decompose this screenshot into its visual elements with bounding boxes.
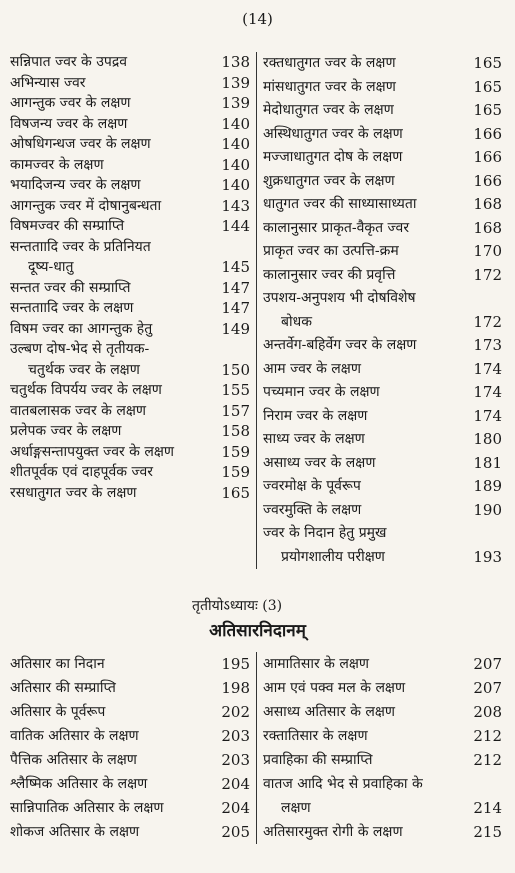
toc-entry-label: आगन्तुक ज्वर के लक्षण — [10, 95, 131, 111]
toc-entry — [10, 380, 250, 401]
toc-entry-label: असाध्य अतिसार के लक्षण — [263, 704, 396, 720]
toc-entry-page: 157 — [221, 401, 250, 420]
toc-entry — [10, 442, 250, 463]
toc-entry-page: 180 — [473, 430, 502, 448]
toc-entry-label: सन्तताादि ज्वर के लक्षण — [10, 300, 134, 316]
toc-entry-page: 212 — [473, 727, 502, 745]
toc-entry — [263, 724, 502, 748]
toc-entry — [263, 217, 502, 241]
toc-entry — [263, 358, 502, 382]
toc-entry-label: विषमज्वर की सम्प्राप्ति — [10, 218, 125, 234]
toc-entry-page: 208 — [473, 703, 502, 721]
toc-entry-label: प्राकृत ज्वर का उत्पत्ति-क्रम — [263, 243, 399, 259]
toc-entry-label: आगन्तुक ज्वर में दोषानुबन्धता — [10, 197, 162, 214]
toc-entry — [263, 240, 502, 264]
toc-entry-label: दूष्य-धातु — [28, 259, 74, 275]
toc-entry-page: 166 — [473, 148, 502, 166]
toc-column-left — [10, 52, 256, 569]
toc-entry-label: ज्वरमोक्ष के पूर्वरूप — [263, 478, 361, 494]
toc-entry-page: 140 — [221, 176, 250, 194]
toc-entry-label: भयादिजन्य ज्वर के लक्षण — [10, 177, 141, 193]
toc-entry — [10, 175, 250, 196]
toc-entry-page: 147 — [221, 299, 250, 317]
chapter-heading: तृतीयोऽध्यायः (3) — [192, 598, 283, 614]
page-number: (14) — [242, 10, 273, 28]
toc-entry — [10, 652, 250, 676]
toc-entry-label: वातज आदि भेद से प्रवाहिका के — [263, 776, 423, 792]
toc-entry — [263, 522, 502, 546]
toc-entry-label: असाध्य ज्वर के लक्षण — [263, 454, 376, 471]
toc-entry — [10, 796, 250, 820]
toc-entry — [10, 196, 250, 217]
toc-entry — [263, 652, 502, 676]
toc-entry-label: उल्बण दोष-भेद से तृतीयक- — [10, 341, 150, 357]
toc-entry-page: 190 — [473, 500, 502, 519]
toc-entry-label: धातुगत ज्वर की साध्यासाध्यता — [263, 196, 417, 212]
toc-entry-label: बोधक — [281, 313, 312, 330]
toc-entry-label: सन्तत ज्वर की सम्प्राप्ति — [10, 279, 131, 296]
toc-entry-page: 145 — [221, 258, 250, 276]
toc-entry — [263, 700, 502, 724]
toc-entry — [263, 381, 502, 405]
toc-entry-label: आम एवं पक्व मल के लक्षण — [263, 680, 406, 696]
toc-entry-label: साध्य ज्वर के लक्षण — [263, 431, 365, 447]
toc-entry-page: 168 — [473, 195, 502, 213]
toc-entry — [10, 724, 250, 748]
toc-entry-label: अतिसार की सम्प्राप्ति — [10, 680, 116, 696]
toc-entry-label: निराम ज्वर के लक्षण — [263, 407, 368, 424]
toc-entry-label: विषजन्य ज्वर के लक्षण — [10, 115, 128, 132]
toc-entry-label: चतुर्थक विपर्यय ज्वर के लक्षण — [10, 382, 162, 398]
toc-entry-page: 166 — [473, 171, 502, 190]
toc-entry-label: रसधातुगत ज्वर के लक्षण — [10, 484, 137, 501]
toc-entry-page: 168 — [473, 218, 502, 237]
toc-entry-page: 195 — [221, 655, 250, 673]
toc-entry-page: 214 — [473, 799, 502, 817]
toc-entry-page: 204 — [221, 799, 250, 817]
toc-entry — [10, 257, 250, 278]
toc-entry — [263, 475, 502, 499]
toc-entry — [10, 339, 250, 360]
toc-entry-label: कामज्वर के लक्षण — [10, 156, 104, 173]
toc-entry-label: लक्षण — [281, 800, 311, 816]
toc-entry-page: 144 — [221, 217, 250, 235]
toc-entry — [10, 298, 250, 319]
toc-entry — [263, 772, 502, 796]
toc-entry — [263, 820, 502, 844]
toc-entry-label: कालानुसार ज्वर की प्रवृत्ति — [263, 266, 396, 283]
toc-entry-label: सान्निपातिक अतिसार के लक्षण — [10, 800, 164, 816]
toc-entry — [10, 421, 250, 442]
toc-section-fever — [10, 52, 502, 569]
toc-entry-page: 207 — [473, 679, 502, 697]
toc-entry-label: मांसधातुगत ज्वर के लक्षण — [263, 78, 396, 95]
toc-entry-label: अतिसार का निदान — [10, 656, 105, 672]
toc-entry — [263, 452, 502, 476]
toc-entry-page: 150 — [221, 360, 250, 379]
toc-entry — [263, 76, 502, 100]
toc-entry-label: वातबलासक ज्वर के लक्षण — [10, 402, 146, 419]
toc-entry-page: 193 — [473, 547, 502, 566]
toc-entry-label: मज्जाधातुगत दोष के लक्षण — [263, 149, 403, 165]
toc-entry-page: 165 — [473, 101, 502, 119]
toc-entry — [263, 146, 502, 170]
toc-entry-label: प्रवाहिका की सम्प्राप्ति — [263, 752, 373, 768]
toc-entry-page: 172 — [473, 312, 502, 331]
toc-entry-label: प्रलेपक ज्वर के लक्षण — [10, 423, 122, 439]
toc-entry — [263, 311, 502, 335]
toc-entry-page: 165 — [221, 483, 250, 502]
toc-entry-page: 155 — [221, 381, 250, 399]
toc-entry-page: 203 — [221, 727, 250, 745]
toc-entry-label: अस्थिधातुगत ज्वर के लक्षण — [263, 125, 403, 142]
toc-entry-label: अभिन्यास ज्वर — [10, 74, 86, 91]
toc-entry — [263, 264, 502, 288]
toc-entry-label: ज्वरमुक्ति के लक्षण — [263, 501, 362, 518]
toc-entry-label: वातिक अतिसार के लक्षण — [10, 728, 139, 744]
toc-entry — [10, 676, 250, 700]
toc-entry-page: 138 — [221, 53, 250, 71]
toc-entry — [263, 123, 502, 147]
toc-entry-label: पैत्तिक अतिसार के लक्षण — [10, 752, 137, 768]
toc-entry-page: 173 — [473, 336, 502, 354]
toc-entry — [263, 334, 502, 358]
toc-entry — [10, 114, 250, 135]
toc-entry — [263, 193, 502, 217]
toc-entry-label: सन्निपात ज्वर के उपद्रव — [10, 54, 128, 70]
toc-entry — [10, 155, 250, 176]
toc-entry-page: 205 — [221, 823, 250, 841]
toc-entry — [10, 52, 250, 73]
toc-entry-label: आमातिसार के लक्षण — [263, 656, 370, 672]
toc-entry — [10, 700, 250, 724]
toc-entry-label: पच्यमान ज्वर के लक्षण — [263, 384, 380, 400]
toc-entry-page: 140 — [221, 135, 250, 153]
toc-column-right — [256, 52, 502, 569]
toc-entry-page: 149 — [221, 319, 250, 338]
toc-entry-page: 181 — [473, 453, 502, 472]
toc-entry-label: श्लैष्मिक अतिसार के लक्षण — [10, 776, 148, 792]
toc-entry — [263, 676, 502, 700]
toc-entry-page: 147 — [221, 278, 250, 297]
toc-entry — [263, 99, 502, 123]
toc-entry-page: 174 — [473, 359, 502, 378]
toc-entry-label: कालानुसार प्राकृत-वैकृत ज्वर — [263, 219, 410, 236]
toc-entry — [10, 772, 250, 796]
toc-entry-label: ओषधिगन्धज ज्वर के लक्षण — [10, 136, 151, 152]
toc-entry-page: 212 — [473, 751, 502, 769]
toc-entry-page: 139 — [221, 73, 250, 92]
toc-entry-page: 204 — [221, 775, 250, 793]
toc-entry-page: 170 — [473, 242, 502, 260]
toc-entry-page: 158 — [221, 422, 250, 440]
toc-entry — [263, 52, 502, 76]
toc-entry — [10, 483, 250, 504]
toc-entry — [10, 462, 250, 483]
toc-entry-page: 159 — [221, 463, 250, 481]
toc-entry-label: चतुर्थक ज्वर के लक्षण — [28, 361, 140, 378]
toc-entry-label: विषम ज्वर का आगन्तुक हेतु — [10, 320, 153, 337]
toc-entry-label: रक्तधातुगत ज्वर के लक्षण — [263, 55, 396, 71]
toc-entry-page: 202 — [221, 703, 250, 721]
toc-entry-page: 203 — [221, 751, 250, 769]
toc-entry-label: अन्तर्वेग-बहिर्वेग ज्वर के लक्षण — [263, 337, 417, 353]
toc-entry — [263, 748, 502, 772]
toc-entry-page: 207 — [473, 655, 502, 673]
toc-entry — [10, 237, 250, 258]
toc-entry-label: उपशय-अनुपशय भी दोषविशेष — [263, 290, 416, 306]
chapter-title: अतिसारनिदानम् — [209, 621, 306, 641]
toc-entry — [263, 405, 502, 429]
toc-entry-page: 143 — [221, 196, 250, 215]
toc-entry — [263, 287, 502, 311]
toc-entry — [263, 170, 502, 194]
toc-entry — [263, 428, 502, 452]
toc-entry — [10, 134, 250, 155]
toc-entry-page: 165 — [473, 54, 502, 72]
toc-entry-page: 159 — [221, 442, 250, 461]
toc-entry — [10, 278, 250, 299]
toc-entry-label: शुक्रधातुगत ज्वर के लक्षण — [263, 172, 395, 189]
toc-entry-label: अर्धाङ्गसन्तापयुक्त ज्वर के लक्षण — [10, 443, 175, 460]
toc-entry — [10, 748, 250, 772]
toc-entry — [10, 360, 250, 381]
toc-entry-label: शीतपूर्वक एवं दाहपूर्वक ज्वर — [10, 464, 153, 480]
toc-entry-page: 140 — [221, 155, 250, 174]
toc-entry-page: 166 — [473, 124, 502, 143]
toc-entry-label: सन्तताादि ज्वर के प्रतिनियत — [10, 238, 151, 255]
toc-entry-page: 215 — [473, 823, 502, 841]
toc-column-right — [256, 652, 502, 844]
toc-entry-page: 165 — [473, 77, 502, 96]
toc-entry-page: 189 — [473, 477, 502, 495]
toc-entry-page: 139 — [221, 94, 250, 112]
toc-entry — [10, 820, 250, 844]
toc-entry-page: 174 — [473, 406, 502, 425]
toc-entry-page: 172 — [473, 265, 502, 284]
toc-entry-page: 140 — [221, 114, 250, 133]
toc-entry-label: अतिसार के पूर्वरूप — [10, 704, 106, 720]
toc-entry-label: मेदोधातुगत ज्वर के लक्षण — [263, 102, 394, 118]
toc-entry — [10, 73, 250, 94]
toc-section-atisara — [10, 652, 502, 844]
toc-entry-page: 198 — [221, 679, 250, 697]
toc-entry-page: 174 — [473, 383, 502, 401]
toc-entry — [263, 499, 502, 523]
toc-entry — [263, 796, 502, 820]
toc-entry-label: अतिसारमुक्त रोगी के लक्षण — [263, 824, 403, 840]
toc-entry-label: आम ज्वर के लक्षण — [263, 360, 361, 377]
toc-entry-label: रक्तातिसार के लक्षण — [263, 728, 368, 744]
toc-entry — [10, 216, 250, 237]
toc-entry — [10, 93, 250, 114]
toc-entry-label: ज्वर के निदान हेतु प्रमुख — [263, 525, 387, 541]
toc-entry — [10, 319, 250, 340]
toc-entry — [263, 546, 502, 570]
toc-entry-label: प्रयोगशालीय परीक्षण — [281, 548, 385, 565]
toc-entry — [10, 401, 250, 422]
toc-entry-label: शोकज अतिसार के लक्षण — [10, 824, 140, 840]
toc-column-left — [10, 652, 256, 844]
